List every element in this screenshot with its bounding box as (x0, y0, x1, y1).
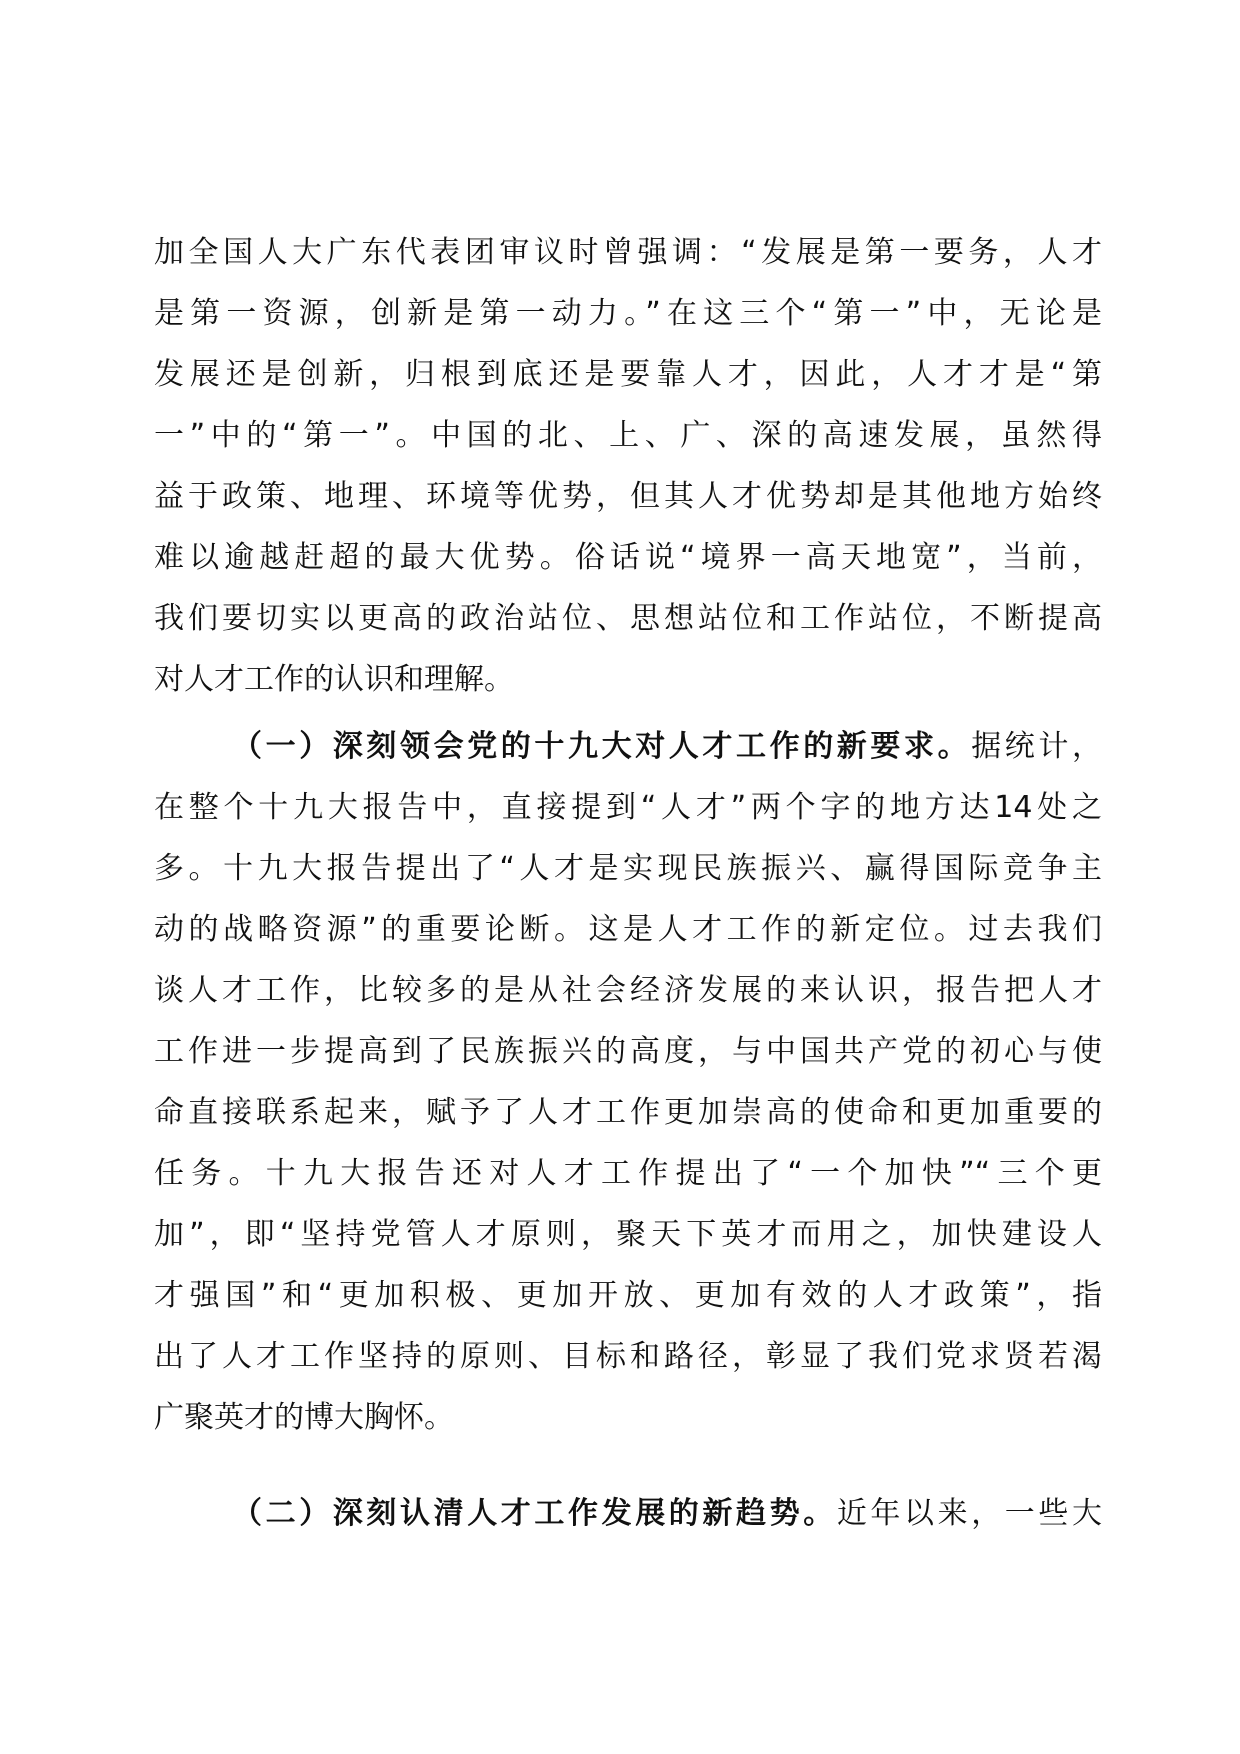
paragraph-line: 广聚英才的博大胸怀。 (154, 1400, 454, 1435)
paragraph-line: 命直接联系起来，赋予了人才工作更加崇高的使命和更加重要的 (154, 1095, 1102, 1130)
paragraph-line: 难以逾越赶超的最大优势。俗话说“境界一高天地宽”，当前， (154, 540, 1102, 575)
section-heading-two: （二）深刻认清人才工作发展的新趋势。 (232, 1496, 837, 1531)
section-first-line (154, 716, 1102, 777)
paragraph-line: 才强国”和“更加积极、更加开放、更加有效的人才政策”，指 (154, 1278, 1102, 1313)
paragraph-talent-importance (154, 222, 1102, 710)
paragraph-line: 工作进一步提高到了民族振兴的高度，与中国共产党的初心与使 (154, 1034, 1102, 1069)
paragraph-line: 谈人才工作，比较多的是从社会经济发展的来认识，报告把人才 (154, 973, 1102, 1008)
paragraph-line: 我们要切实以更高的政治站位、思想站位和工作站位，不断提高 (154, 601, 1102, 636)
paragraph-line: 加”，即“坚持党管人才原则，聚天下英才而用之，加快建设人 (154, 1217, 1102, 1252)
paragraph-line: 动的战略资源”的重要论断。这是人才工作的新定位。过去我们 (154, 912, 1102, 947)
paragraph-section-one (154, 716, 1102, 1448)
paragraph-line: 对人才工作的认识和理解。 (154, 662, 514, 697)
paragraph-line: 加全国人大广东代表团审议时曾强调：“发展是第一要务，人才 (154, 235, 1102, 270)
section-first-line (154, 1483, 1102, 1544)
paragraph-line: 发展还是创新，归根到底还是要靠人才，因此，人才才是“第 (154, 357, 1102, 392)
paragraph-line: 在整个十九大报告中，直接提到“人才”两个字的地方达14处之 (154, 790, 1102, 825)
paragraph-line: 出了人才工作坚持的原则、目标和路径，彰显了我们党求贤若渴 (154, 1339, 1102, 1374)
paragraph-line: 多。十九大报告提出了“人才是实现民族振兴、赢得国际竞争主 (154, 851, 1102, 886)
paragraph-section-two (154, 1483, 1102, 1544)
section-first-line-text: 据统计， (971, 729, 1103, 764)
paragraph-line: 益于政策、地理、环境等优势，但其人才优势却是其他地方始终 (154, 479, 1102, 514)
section-heading-one: （一）深刻领会党的十九大对人才工作的新要求。 (232, 729, 972, 764)
section-first-line-text: 近年以来，一些大 (836, 1496, 1103, 1531)
paragraph-line: 是第一资源，创新是第一动力。”在这三个“第一”中，无论是 (154, 296, 1102, 331)
paragraph-line: 任务。十九大报告还对人才工作提出了“一个加快”“三个更 (154, 1156, 1102, 1191)
paragraph-line: 一”中的“第一”。中国的北、上、广、深的高速发展，虽然得 (154, 418, 1102, 453)
